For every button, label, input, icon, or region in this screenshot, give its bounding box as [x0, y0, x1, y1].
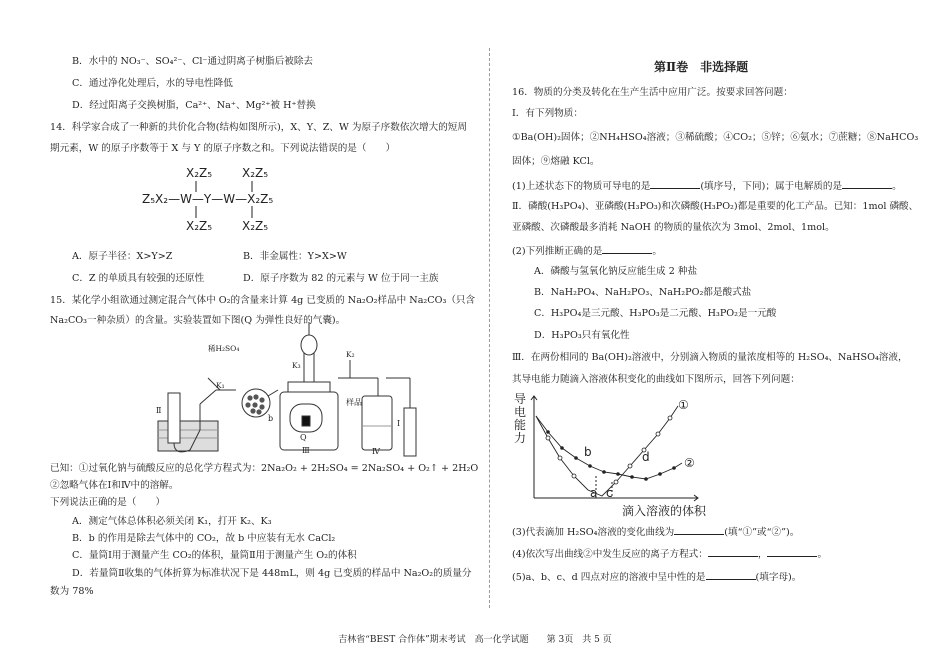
part2-line1: Ⅱ．磷酸(H₃PO₄)、亚磷酸(H₃PO₃)和次磷酸(H₃PO₂)都是重要的化工产品。已知：1mol 磷酸、	[512, 201, 919, 212]
q14-option-b: B．非金属性：Y>X>W	[243, 251, 347, 262]
q15-stem-line2: Na₂CO₃一种杂质）的含量。实验装置如下图(Q 为弹性良好的气囊)。	[50, 315, 346, 326]
graph-curve-1-label: ①	[678, 398, 689, 412]
section-title: 第Ⅱ卷 非选择题	[654, 60, 749, 74]
struct-bottom-right: X₂Z₅	[242, 219, 269, 233]
graph-point-c: c	[606, 486, 613, 500]
sub-question-1	[512, 179, 902, 193]
label-q: Q	[300, 433, 307, 442]
sub-question-2	[512, 244, 662, 258]
graph-xlabel: 滴入溶液的体积	[622, 504, 707, 518]
graph-ylabel-char4: 力	[514, 431, 527, 445]
graph-ylabel-char2: 电	[514, 405, 527, 419]
part1-heading: Ⅰ．有下列物质：	[512, 108, 583, 119]
label-sample: 样品	[346, 398, 362, 407]
column-divider	[489, 48, 490, 608]
sub-question-5-text-b: (填字母)。	[755, 572, 802, 583]
label-iii: Ⅲ	[302, 446, 310, 455]
label-k1: K₁	[216, 381, 225, 390]
q14-stem-line2: 期元素，W 的原子序数等于 X 与 Y 的原子序数之和。下列说法错误的是（ ）	[50, 143, 396, 154]
answer-blank-4b[interactable]	[767, 547, 817, 557]
sub-question-4	[512, 547, 827, 561]
q15-question: 下列说法正确的是（ ）	[50, 497, 166, 508]
q15-known2: ②忽略气体在Ⅰ和Ⅳ中的溶解。	[50, 480, 179, 491]
part3-line2: 其导电能力随滴入溶液体积变化的曲线如下图所示，回答下列问题：	[512, 374, 800, 385]
page-footer: 吉林省“BEST 合作体”期末考试 高一化学试题 第 3页 共 5 页	[338, 635, 612, 645]
q2-option-c: C．H₃PO₄是三元酸、H₃PO₃是二元酸、H₃PO₂是一元酸	[534, 308, 777, 319]
label-ii: Ⅱ	[156, 406, 162, 415]
struct-top-right: X₂Z₅	[242, 166, 269, 180]
sub-question-3	[512, 525, 799, 539]
q13-option-b: B．水中的 NO₃⁻、SO₄²⁻、Cl⁻通过阴离子树脂后被除去	[72, 56, 314, 67]
answer-blank-5[interactable]	[706, 570, 756, 580]
q15-option-d-line1: D．若量筒Ⅱ收集的气体折算为标准状况下是 448mL，则 4g 已变质的样品中 Na₂O₂的质量分	[72, 568, 472, 579]
sub-question-1-text-c: 。	[892, 181, 902, 192]
sub-question-4-text-a: (4)依次写出曲线②中发生反应的离子方程式：	[512, 549, 708, 560]
graph-curve-2-label: ②	[684, 456, 695, 470]
q13-option-c: C．通过净化处理后，水的导电性降低	[72, 78, 233, 89]
graph-ylabel	[514, 393, 526, 445]
answer-blank-1b[interactable]	[842, 179, 892, 189]
label-i: Ⅰ	[397, 419, 401, 428]
sub-question-5	[512, 570, 801, 584]
q2-option-b: B．NaH₂PO₄、NaH₂PO₃、NaH₂PO₂都是酸式盐	[534, 287, 752, 298]
q14-option-d: D．原子序数为 82 的元素与 W 位于同一主族	[243, 273, 439, 284]
label-acid: 稀H₂SO₄	[208, 344, 240, 353]
q15-known1: 已知：①过氧化钠与硫酸反应的总化学方程式为：2Na₂O₂ + 2H₂SO₄ = 2Na₂SO₄ + O₂↑ + 2H₂O	[50, 463, 479, 474]
graph-ylabel-char3: 能	[514, 418, 527, 432]
answer-blank-2[interactable]	[602, 244, 652, 254]
sub-question-5-text-a: (5)a、b、c、d 四点对应的溶液中呈中性的是	[512, 572, 706, 583]
graph-ylabel-char1: 导	[514, 392, 527, 406]
q16-stem: 16．物质的分类及转化在生产生活中应用广泛。按要求回答问题：	[512, 87, 793, 98]
label-iv: Ⅳ	[372, 447, 380, 456]
answer-blank-4a[interactable]	[708, 547, 758, 557]
q15-option-c: C．量筒Ⅰ用于测量产生 CO₂的体积，量筒Ⅱ用于测量产生 O₂的体积	[72, 550, 357, 561]
sub-question-4-text-c: 。	[817, 549, 828, 560]
answer-blank-3[interactable]	[674, 525, 724, 535]
graph-point-a: a	[590, 486, 598, 500]
sub-question-3-text-b: (填“①”或“②”)。	[724, 527, 800, 538]
q14-stem-line1: 14．科学家合成了一种新的共价化合物(结构如图所示)，X、Y、Z、W 为原子序数依次增大的短周	[50, 122, 467, 133]
graph-point-d: d	[642, 450, 650, 464]
q15-stem-line1: 15．某化学小组欲通过测定混合气体中 O₂的含量来计算 4g 已变质的 Na₂O₂样品中 Na₂CO₃（只含	[50, 295, 476, 306]
part2-line2: 亚磷酸、次磷酸最多消耗 NaOH 的物质的量依次为 3mol、2mol、1mol。	[512, 222, 835, 233]
q14-option-c: C．Z 的单质具有较强的还原性	[72, 273, 205, 284]
part1-list-line1: ①Ba(OH)₂固体；②NH₄HSO₄溶液；③稀硫酸；④CO₂；⑤锌；⑥氨水；⑦蔗糖；⑧NaHCO₃	[512, 132, 919, 143]
struct-top-left: X₂Z₅	[186, 166, 213, 180]
q13-option-d: D．经过阳离子交换树脂，Ca²⁺、Na⁺、Mg²⁺被 H⁺替换	[72, 100, 316, 111]
q2-option-d: D．H₃PO₃只有氧化性	[534, 330, 630, 341]
part1-list-line2: 固体；⑨熔融 KCl。	[512, 156, 600, 167]
part3-line1: Ⅲ．在两份相同的 Ba(OH)₂溶液中，分别滴入物质的量浓度相等的 H₂SO₄、NaHSO₄溶液，	[512, 352, 908, 363]
answer-blank-1a[interactable]	[650, 179, 700, 189]
conductivity-graph	[512, 0, 513, 1]
apparatus-diagram	[50, 0, 51, 1]
graph-point-b: b	[584, 445, 592, 459]
sub-question-3-text-a: (3)代表滴加 H₂SO₄溶液的变化曲线为	[512, 527, 675, 538]
struct-bottom-left: X₂Z₅	[186, 219, 213, 233]
q14-option-a: A．原子半径：X>Y>Z	[72, 251, 173, 262]
sub-question-2-end: 。	[652, 246, 662, 257]
q15-option-d-line2: 数为 78%	[50, 586, 94, 597]
label-k3: K₃	[292, 361, 301, 370]
sub-question-1-text-a: (1)上述状态下的物质可导电的是	[512, 181, 651, 192]
sub-question-4-text-b: ，	[757, 549, 768, 560]
q15-option-a: A．测定气体总体积必须关闭 K₁，打开 K₂、K₃	[72, 516, 272, 527]
sub-question-1-text-b: (填序号，下同)；属于电解质的是	[700, 181, 843, 192]
sub-question-2-text: (2)下列推断正确的是	[512, 246, 603, 257]
label-k2: K₂	[346, 350, 355, 359]
q2-option-a: A．磷酸与氢氧化钠反应能生成 2 种盐	[534, 266, 698, 277]
struct-main-chain: Z₅X₂—W—Y—W—X₂Z₅	[142, 192, 274, 206]
label-b: b	[268, 414, 274, 423]
q15-option-b: B．b 的作用是除去气体中的 CO₂，故 b 中应装有无水 CaCl₂	[72, 533, 336, 544]
